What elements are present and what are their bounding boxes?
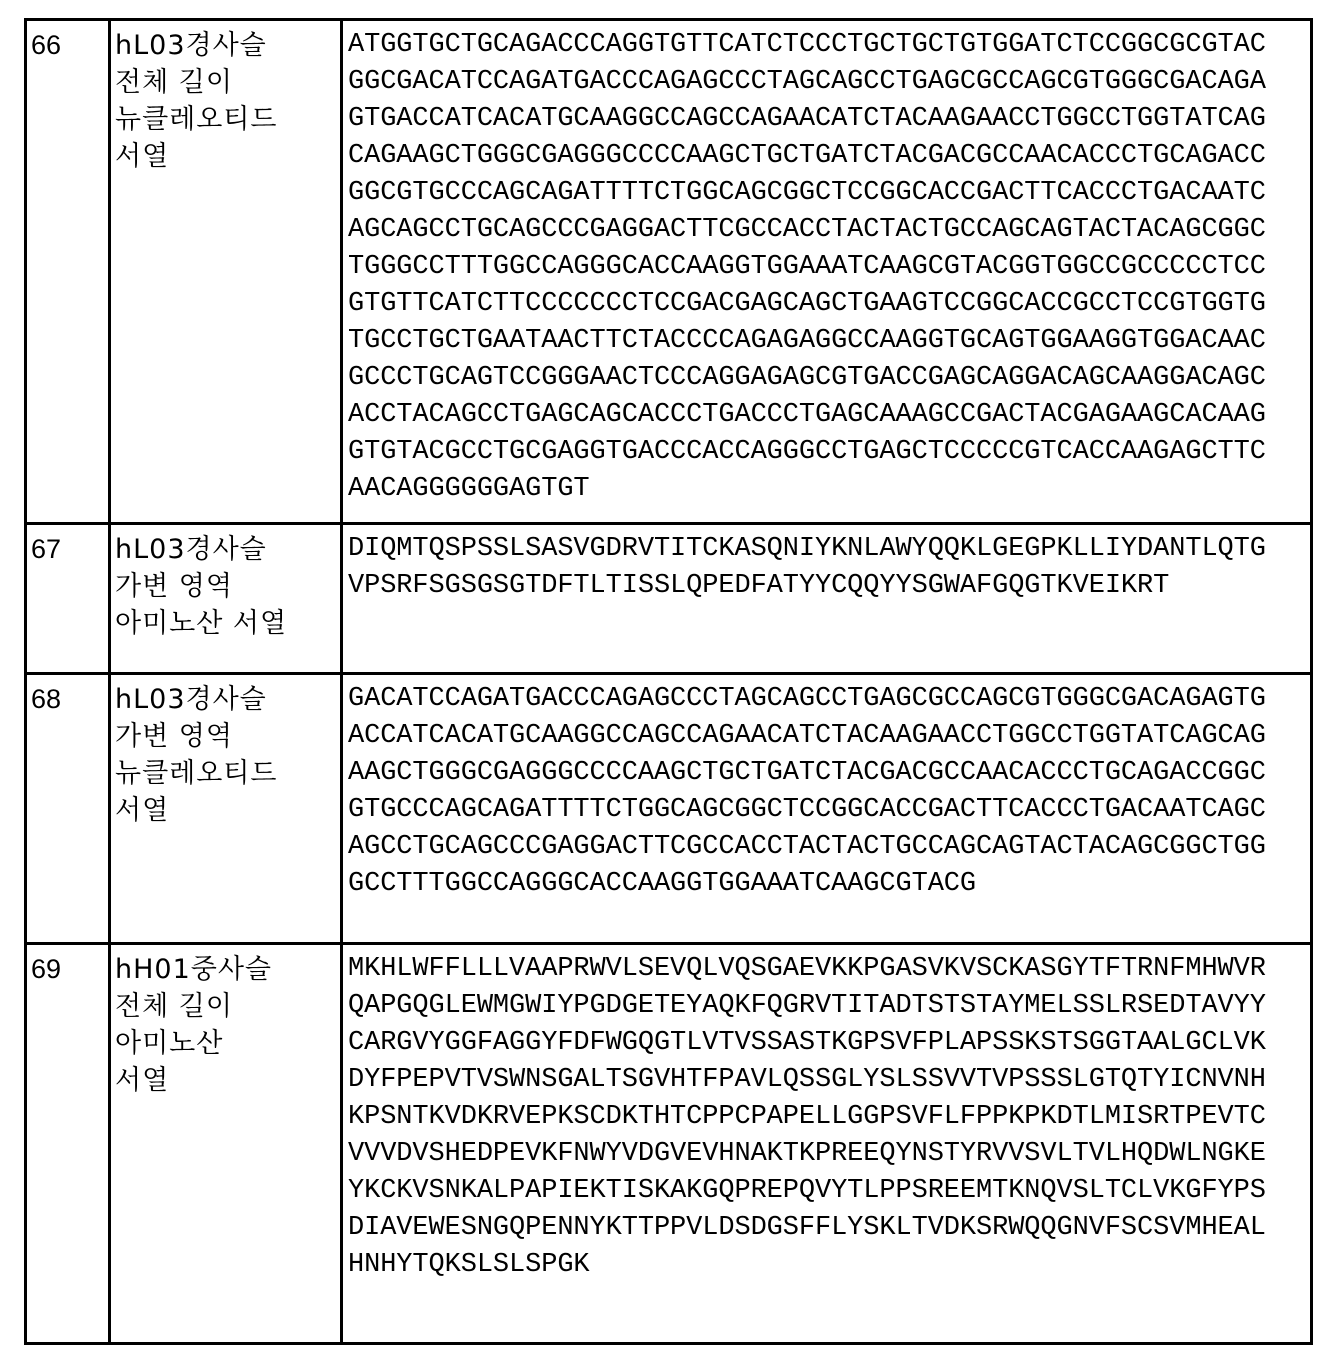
table-row (26, 944, 1312, 1344)
sequence-line: GCCTTTGGCCAGGGCACCAAGGTGGAAATCAAGCGTACG (348, 866, 1306, 903)
sequence-table (24, 18, 1313, 1345)
sequence-line: CAGAAGCTGGGCGAGGGCCCCAAGCTGCTGATCTACGACGCCAACACCCTGCAGACC (348, 138, 1306, 175)
sequence-line: AGCAGCCTGCAGCCCGAGGACTTCGCCACCTACTACTGCCAGCAGTACTACAGCGGC (348, 212, 1306, 249)
sequence-line: DYFPEPVTVSWNSGALTSGVHTFPAVLQSSGLYSLSSVVTVPSSSLGTQTYICNVNH (348, 1062, 1306, 1099)
sequence-line: GCCCTGCAGTCCGGGAACTCCCAGGAGAGCGTGACCGAGCAGGACAGCAAGGACAGC (348, 360, 1306, 397)
sequence-line: ACCATCACATGCAAGGCCAGCCAGAACATCTACAAGAACCTGGCCTGGTATCAGCAG (348, 718, 1306, 755)
description-line: 서열 (115, 1062, 336, 1099)
description-line: 아미노산 서열 (115, 605, 336, 642)
description-line: hL03경사슬 (115, 531, 336, 568)
sequence-line: GGCGTGCCCAGCAGATTTTCTGGCAGCGGCTCCGGCACCGACTTCACCCTGACAATC (348, 175, 1306, 212)
seq-id-number: 67 (26, 524, 110, 674)
description-line: 뉴클레오티드 (115, 755, 336, 792)
sequence-description (110, 944, 342, 1344)
seq-id-number: 66 (26, 20, 110, 524)
sequence-cell (342, 524, 1312, 674)
description-line: 서열 (115, 792, 336, 829)
sequence-cell (342, 674, 1312, 944)
sequence-line: VPSRFSGSGSGTDFTLTISSLQPEDFATYYCQQYYSGWAFGQGTKVEIKRT (348, 568, 1306, 605)
sequence-description (110, 674, 342, 944)
description-line: 전체 길이 (115, 988, 336, 1025)
sequence-line: HNHYTQKSLSLSPGK (348, 1247, 1306, 1284)
sequence-line: ATGGTGCTGCAGACCCAGGTGTTCATCTCCCTGCTGCTGTGGATCTCCGGCGCGTAC (348, 27, 1306, 64)
sequence-line: AACAGGGGGGAGTGT (348, 471, 1306, 508)
sequence-line: AGCCTGCAGCCCGAGGACTTCGCCACCTACTACTGCCAGCAGTACTACAGCGGCTGG (348, 829, 1306, 866)
sequence-line: DIQMTQSPSSLSASVGDRVTITCKASQNIYKNLAWYQQKLGEGPKLLIYDANTLQTG (348, 531, 1306, 568)
sequence-line: AAGCTGGGCGAGGGCCCCAAGCTGCTGATCTACGACGCCAACACCCTGCAGACCGGC (348, 755, 1306, 792)
sequence-cell (342, 944, 1312, 1344)
sequence-line: GTGCCCAGCAGATTTTCTGGCAGCGGCTCCGGCACCGACTTCACCCTGACAATCAGC (348, 792, 1306, 829)
sequence-cell (342, 20, 1312, 524)
description-line: 가변 영역 (115, 718, 336, 755)
description-line: 아미노산 (115, 1025, 336, 1062)
seq-id-number: 68 (26, 674, 110, 944)
sequence-line: GTGACCATCACATGCAAGGCCAGCCAGAACATCTACAAGAACCTGGCCTGGTATCAG (348, 101, 1306, 138)
description-line: 가변 영역 (115, 568, 336, 605)
description-line: hH01중사슬 (115, 951, 336, 988)
table-row (26, 20, 1312, 524)
description-line: hL03경사슬 (115, 27, 336, 64)
sequence-line: ACCTACAGCCTGAGCAGCACCCTGACCCTGAGCAAAGCCGACTACGAGAAGCACAAG (348, 397, 1306, 434)
sequence-line: KPSNTKVDKRVEPKSCDKTHTCPPCPAPELLGGPSVFLFPPKPKDTLMISRTPEVTC (348, 1099, 1306, 1136)
sequence-line: MKHLWFFLLLVAAPRWVLSEVQLVQSGAEVKKPGASVKVSCKASGYTFTRNFMHWVR (348, 951, 1306, 988)
sequence-line: TGCCTGCTGAATAACTTCTACCCCAGAGAGGCCAAGGTGCAGTGGAAGGTGGACAAC (348, 323, 1306, 360)
description-line: 서열 (115, 138, 336, 175)
sequence-line: GTGTACGCCTGCGAGGTGACCCACCAGGGCCTGAGCTCCCCCGTCACCAAGAGCTTC (348, 434, 1306, 471)
sequence-line: GGCGACATCCAGATGACCCAGAGCCCTAGCAGCCTGAGCGCCAGCGTGGGCGACAGA (348, 64, 1306, 101)
sequence-line: GACATCCAGATGACCCAGAGCCCTAGCAGCCTGAGCGCCAGCGTGGGCGACAGAGTG (348, 681, 1306, 718)
description-line: 뉴클레오티드 (115, 101, 336, 138)
description-line: 전체 길이 (115, 64, 336, 101)
sequence-line: YKCKVSNKALPAPIEKTISKAKGQPREPQVYTLPPSREEMTKNQVSLTCLVKGFYPS (348, 1173, 1306, 1210)
sequence-line: TGGGCCTTTGGCCAGGGCACCAAGGTGGAAATCAAGCGTACGGTGGCCGCCCCCTCC (348, 249, 1306, 286)
sequence-description (110, 20, 342, 524)
sequence-line: VVVDVSHEDPEVKFNWYVDGVEVHNAKTKPREEQYNSTYRVVSVLTVLHQDWLNGKE (348, 1136, 1306, 1173)
sequence-line: QAPGQGLEWMGWIYPGDGETEYAQKFQGRVTITADTSTSTAYMELSSLRSEDTAVYY (348, 988, 1306, 1025)
sequence-line: DIAVEWESNGQPENNYKTTPPVLDSDGSFFLYSKLTVDKSRWQQGNVFSCSVMHEAL (348, 1210, 1306, 1247)
sequence-line: CARGVYGGFAGGYFDFWGQGTLVTVSSASTKGPSVFPLAPSSKSTSGGTAALGCLVK (348, 1025, 1306, 1062)
table-row (26, 674, 1312, 944)
sequence-description (110, 524, 342, 674)
sequence-line: GTGTTCATCTTCCCCCCCTCCGACGAGCAGCTGAAGTCCGGCACCGCCTCCGTGGTG (348, 286, 1306, 323)
table-row (26, 524, 1312, 674)
seq-id-number: 69 (26, 944, 110, 1344)
description-line: hL03경사슬 (115, 681, 336, 718)
